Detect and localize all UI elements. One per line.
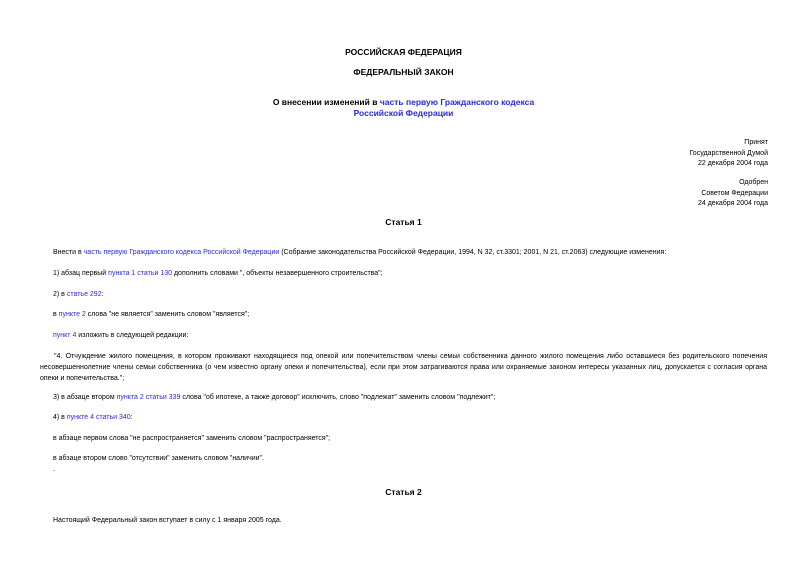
approved-by: Советом Федерации	[701, 189, 768, 197]
art339-link[interactable]: пункта 2 статьи 339	[116, 394, 181, 401]
law-title-line2	[0, 108, 807, 118]
item-1-tail: дополнить словами ", объекты незавершенного строительства";	[172, 270, 383, 277]
item-1	[53, 270, 383, 277]
item-2-text: 2) в	[53, 291, 67, 298]
stray-dot: .	[53, 466, 55, 473]
approved-block	[698, 178, 768, 210]
intro-text-tail: (Собрание законодательства Российской Федерации, 1994, N 32, ст.3301; 2001, N 21, ст.2063) следующие изменения:	[279, 249, 667, 256]
civil-code-link[interactable]: часть первую Гражданского кодекса	[379, 97, 535, 107]
item-2	[53, 291, 104, 298]
item-2a-text: в	[53, 311, 59, 318]
country-heading: РОССИЙСКАЯ ФЕДЕРАЦИЯ	[345, 47, 462, 57]
clause4-link[interactable]: пункт 4	[53, 332, 77, 339]
art130-link[interactable]: пункта 1 статьи 130	[108, 270, 173, 277]
civil-code-part1-link[interactable]: часть первую Гражданского кодекса Российской Федерации	[83, 249, 280, 256]
adopted-by: Государственной Думой	[689, 149, 768, 157]
intro-text: Внести в	[53, 249, 84, 256]
item-2b	[53, 332, 188, 339]
civil-code-link-cont[interactable]: Российской Федерации	[353, 108, 454, 118]
item-1-text: 1) абзац первый	[53, 270, 109, 277]
article-2-text: Настоящий Федеральный закон вступает в силу с 1 января 2005 года.	[53, 517, 282, 524]
item-2b-tail: изложить в следующей редакции:	[76, 332, 189, 339]
article-1-intro	[53, 249, 666, 256]
item-4-tail: :	[130, 414, 133, 421]
item-2a-tail: слова "не является" заменить словом "является";	[85, 311, 250, 318]
item-2a	[53, 311, 249, 318]
law-type-heading: ФЕДЕРАЛЬНЫЙ ЗАКОН	[353, 67, 454, 77]
approved-label: Одобрен	[739, 179, 768, 186]
item-2-tail: :	[101, 291, 104, 298]
item-4b: в абзаце втором слово "отсутствии" заменить словом "наличии".	[53, 455, 264, 462]
art340-link[interactable]: пункте 4 статьи 340	[66, 414, 131, 421]
approved-date: 24 декабря 2004 года	[697, 200, 768, 207]
law-title-prefix: О внесении изменений в	[272, 97, 380, 107]
article-2-heading: Статья 2	[385, 487, 422, 497]
adopted-block	[689, 138, 768, 170]
art292-link[interactable]: статье 292	[66, 291, 102, 298]
item-3-tail: слова "об ипотеке, а также договор" исключить, слово "подлежат" заменить словом "подлежит";	[180, 394, 496, 401]
adopted-date: 22 декабря 2004 года	[697, 160, 768, 167]
item-3-text: 3) в абзаце втором	[53, 394, 117, 401]
adopted-label: Принят	[744, 139, 768, 146]
article-1-heading: Статья 1	[385, 217, 422, 227]
item-4-text: 4) в	[53, 414, 67, 421]
clause2-link[interactable]: пункте 2	[58, 311, 86, 318]
item-4a: в абзаце первом слова "не распространяется" заменить словом "распространяется";	[53, 435, 331, 442]
law-title-line1	[0, 97, 807, 107]
new-clause-quote: "4. Отчуждение жилого помещения, в котором проживают находящиеся под опекой или попечительством члены семьи собственника данного жилого помещения либо оставшиеся без родительского попечения несовершеннолетние члены семьи собственника (о чем известно органу опеки и попечительства), если при этом затрагиваются права или охраняемые законом интересы указанных лиц, допускается с согласия органа опеки и попечительства.";	[40, 353, 767, 383]
item-3	[53, 394, 495, 401]
item-4	[53, 414, 133, 421]
